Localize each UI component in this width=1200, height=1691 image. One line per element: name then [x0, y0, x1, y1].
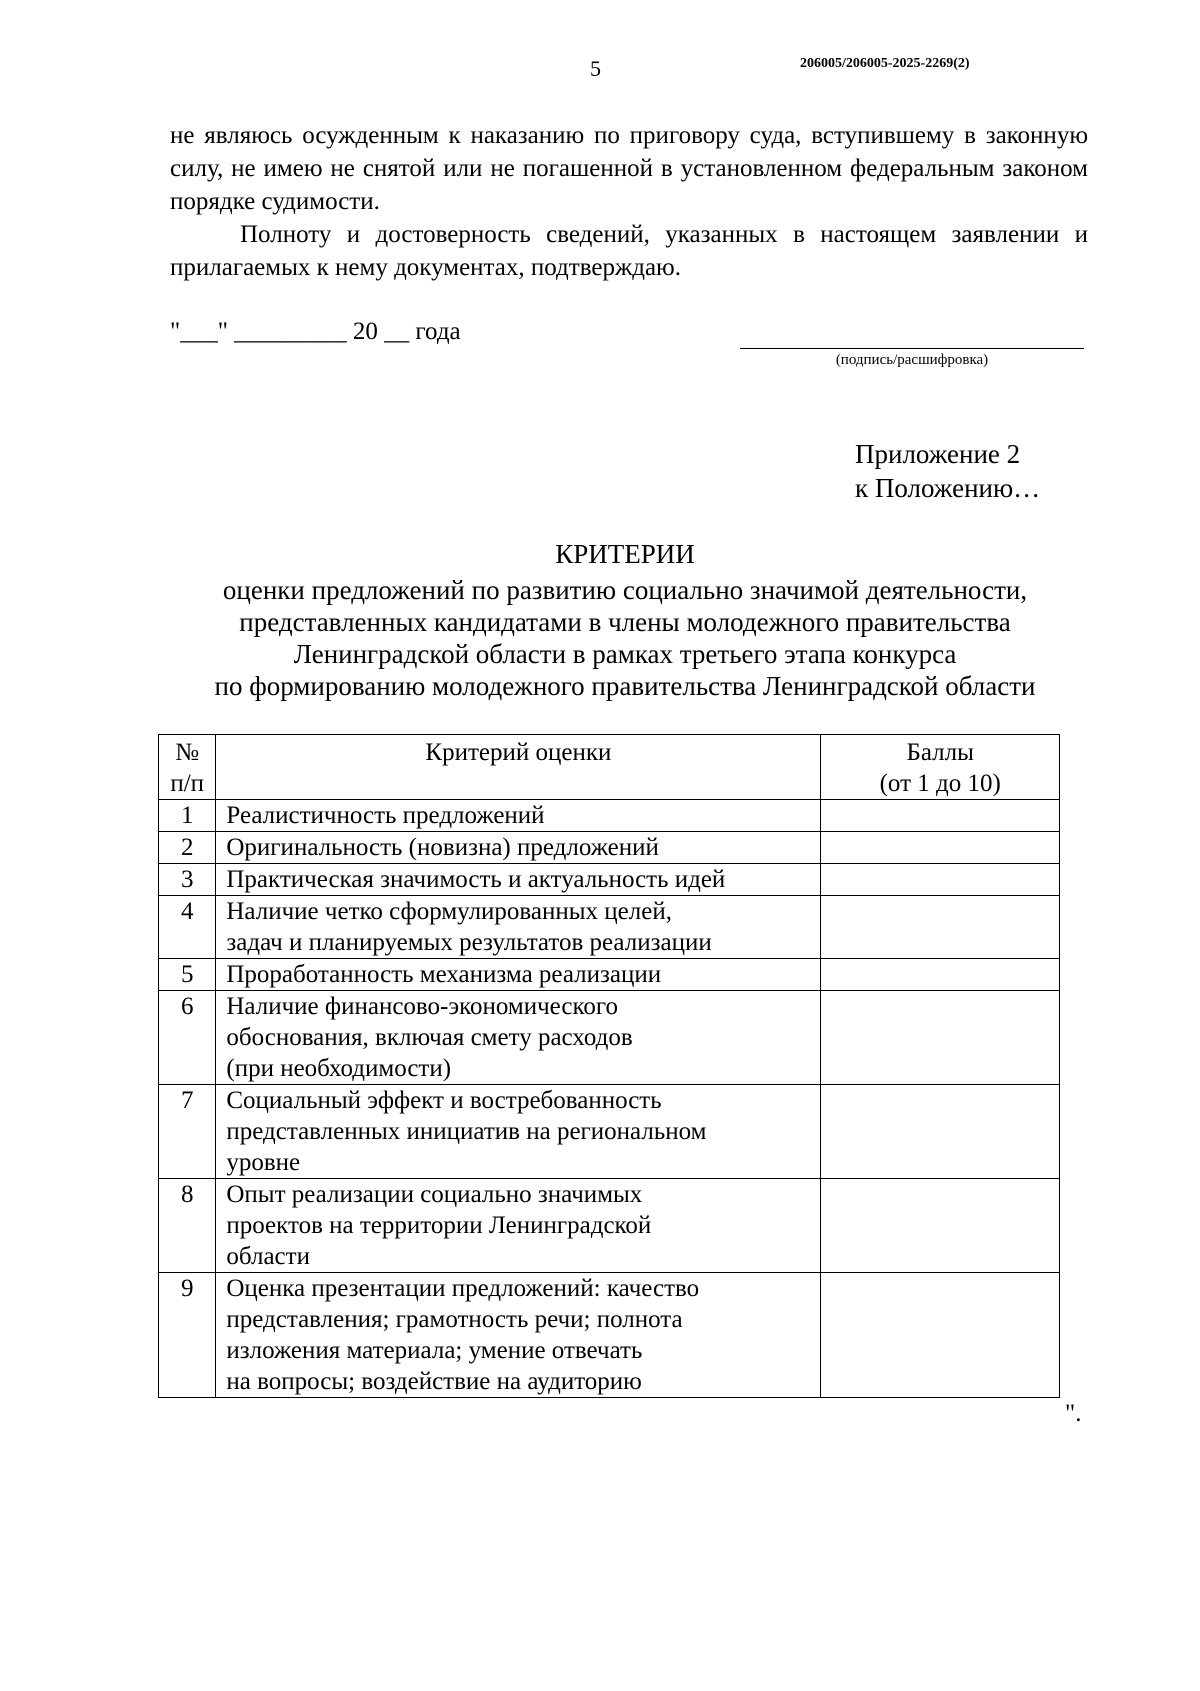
criterion-line: области: [226, 1243, 310, 1270]
table-row: [159, 959, 1060, 991]
document-id: 206005/206005-2025-2269(2): [800, 56, 970, 71]
row-score-cell[interactable]: [821, 1085, 1060, 1179]
criterion-line: Проработанность механизма реализации: [226, 961, 662, 988]
header-num-line-1: №: [175, 739, 200, 766]
closing-quote: ".: [1065, 1400, 1082, 1427]
row-criterion: [216, 1085, 821, 1179]
row-number: 2: [159, 832, 216, 864]
heading-line-2: представленных кандидатами в члены молодежного правительства: [239, 607, 1011, 637]
body-text: [170, 119, 1088, 284]
criterion-line: задач и планируемых результатов реализации: [226, 929, 712, 956]
table-row: [159, 896, 1060, 959]
header-score-line-2: (от 1 до 10): [879, 770, 1001, 797]
heading-title: КРИТЕРИИ: [555, 539, 695, 569]
criterion-line: Социальный эффект и востребованность: [226, 1087, 662, 1114]
criterion-line: Оригинальность (новизна) предложений: [226, 834, 659, 861]
heading-line-3: Ленинградской области в рамках третьего этапа конкурса: [293, 639, 957, 669]
row-number: 3: [159, 864, 216, 896]
row-number: 6: [159, 991, 216, 1085]
table-row: [159, 832, 1060, 864]
row-number: 5: [159, 959, 216, 991]
row-number: 9: [159, 1273, 216, 1398]
criterion-line: Практическая значимость и актуальность идей: [226, 866, 726, 893]
body-paragraph-2: Полноту и достоверность сведений, указанных в настоящем заявлении и прилагаемых к нему документах, подтверждаю.: [170, 221, 1088, 281]
criterion-line: Наличие финансово-экономического: [226, 993, 618, 1020]
row-number: 7: [159, 1085, 216, 1179]
criterion-line: Наличие четко сформулированных целей,: [226, 898, 672, 925]
row-criterion: [216, 800, 821, 832]
date-line: "___" _________ 20 __ года: [170, 318, 461, 345]
page-number: 5: [590, 56, 601, 81]
row-number: 4: [159, 896, 216, 959]
table-body: [159, 800, 1060, 1398]
signature-line: [740, 348, 1084, 349]
criteria-table: [158, 734, 1060, 1398]
table-row: [159, 991, 1060, 1085]
criterion-line: (при необходимости): [226, 1055, 452, 1082]
table-row: [159, 864, 1060, 896]
row-score-cell[interactable]: [821, 832, 1060, 864]
criterion-line: на вопросы; воздействие на аудиторию: [226, 1368, 642, 1395]
row-score-cell[interactable]: [821, 800, 1060, 832]
header-num-line-2: п/п: [170, 770, 205, 797]
row-criterion: [216, 832, 821, 864]
row-criterion: [216, 896, 821, 959]
row-score-cell[interactable]: [821, 896, 1060, 959]
appendix-line-2: к Положению…: [855, 473, 1041, 503]
row-criterion: [216, 864, 821, 896]
criteria-heading: [100, 538, 1150, 702]
row-criterion: [216, 1179, 821, 1273]
row-score-cell[interactable]: [821, 864, 1060, 896]
signature-caption: (подпись/расшифровка): [835, 352, 989, 368]
criterion-line: представленных инициатив на региональном: [226, 1118, 707, 1145]
row-criterion: [216, 1273, 821, 1398]
header-score-line-1: Баллы: [906, 739, 974, 766]
criterion-line: представления; грамотность речи; полнота: [226, 1306, 683, 1333]
row-number: 8: [159, 1179, 216, 1273]
table-row: [159, 1085, 1060, 1179]
header-score: [821, 735, 1060, 800]
appendix-line-1: Приложение 2: [855, 439, 1021, 469]
criterion-line: обоснования, включая смету расходов: [226, 1024, 633, 1051]
heading-line-4: по формированию молодежного правительства Ленинградской области: [214, 671, 1036, 701]
row-criterion: [216, 959, 821, 991]
criterion-line: уровне: [226, 1149, 301, 1176]
table-row: [159, 1179, 1060, 1273]
row-score-cell[interactable]: [821, 1179, 1060, 1273]
criterion-line: Реалистичность предложений: [226, 802, 545, 829]
table-row: [159, 1273, 1060, 1398]
row-criterion: [216, 991, 821, 1085]
header-criterion: Критерий оценки: [216, 735, 821, 800]
row-number: 1: [159, 800, 216, 832]
appendix-label: [855, 437, 1040, 505]
header-num: [159, 735, 216, 800]
row-score-cell[interactable]: [821, 1273, 1060, 1398]
table-row: [159, 800, 1060, 832]
criterion-line: изложения материала; умение отвечать: [226, 1337, 643, 1364]
body-paragraph-1: не являюсь осужденным к наказанию по приговору суда, вступившему в законную силу, не имею не снятой или не погашенной в установленном федеральным законом порядке судимости.: [170, 122, 1088, 215]
row-score-cell[interactable]: [821, 991, 1060, 1085]
heading-line-1: оценки предложений по развитию социально значимой деятельности,: [222, 575, 1028, 605]
criterion-line: Оценка презентации предложений: качество: [226, 1275, 700, 1302]
table-header-row: [159, 735, 1060, 800]
criterion-line: Опыт реализации социально значимых: [226, 1181, 643, 1208]
row-score-cell[interactable]: [821, 959, 1060, 991]
criterion-line: проектов на территории Ленинградской: [226, 1212, 652, 1239]
